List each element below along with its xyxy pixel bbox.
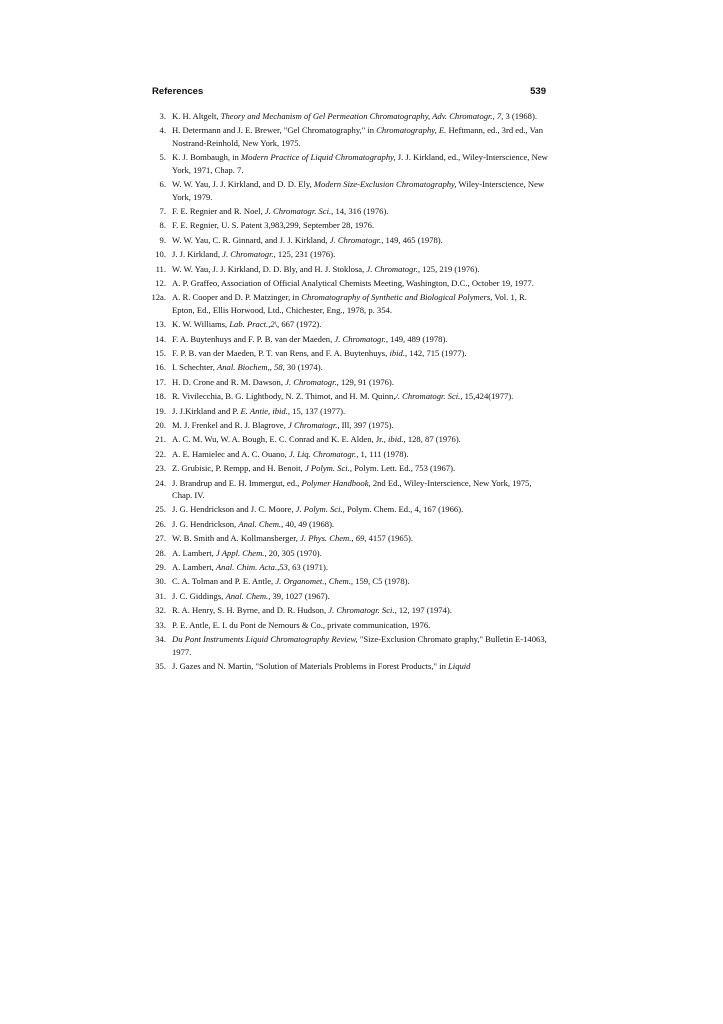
reference-text: Du Pont Instruments Liquid Chromatography Review, "Size-Exclusion Chromato graphy," Bulletin E-14063, 1977. — [172, 634, 547, 657]
reference-text: A. E. Hamielec and A. C. Ouano, J. Liq. Chromatogr., 1, 111 (1978). — [172, 448, 409, 459]
reference-number: 10. — [155, 249, 166, 260]
reference-item — [138, 178, 550, 203]
reference-item — [138, 151, 550, 176]
reference-number: 24. — [155, 477, 166, 488]
reference-number: 19. — [155, 405, 166, 416]
reference-item — [138, 390, 550, 403]
reference-number: 23. — [155, 463, 166, 474]
reference-item — [138, 547, 550, 560]
reference-text: W. W. Yau, J. J. Kirkland, and D. D. Ely, Modern Size-Exclusion Chromatography, Wiley-Interscience, New York, 1979. — [172, 179, 545, 202]
reference-number: 11. — [155, 263, 166, 274]
reference-item — [138, 590, 550, 603]
reference-number: 30. — [155, 576, 166, 587]
reference-text: M. J. Frenkel and R. J. Blagrove, J Chromatogr., Ill, 397 (1975). — [172, 420, 394, 431]
reference-text: A. Lambert, Anal. Chim. Acta.,53, 63 (1971). — [172, 562, 328, 573]
reference-number: 34. — [155, 634, 166, 644]
reference-item — [138, 575, 550, 588]
reference-number: 8. — [159, 220, 166, 231]
reference-text: A. R. Cooper and D. P. Matzinger, in Chromatography of Synthetic and Biological Polymers, Vol. 1, R. Epton, Ed., Ellis Horwood, Ltd., Chichester, Eng., 1978, p. 354. — [172, 292, 527, 315]
reference-text: K. H. Altgelt, Theory and Mechanism of Gel Permeation Chromatography, Adv. Chromatogr., 7, 3 (1968). — [172, 111, 537, 121]
reference-text: W. W. Yau, J. J. Kirkland, D. D. Bly, and H. J. Stoklosa, J. Chromatogr., 125, 219 (1976). — [172, 263, 480, 274]
reference-text: A. C. M. Wu, W. A. Bough, E. C. Conrad and K. E. Alden, Jr., ibid., 128, 87 (1976). — [172, 434, 461, 445]
reference-text: J. J.Kirkland and P. E. Antie, ibid., 15, 137 (1977). — [172, 405, 346, 416]
reference-text: F. E. Regnier and R. Noel, J. Chromatogr. Sci., 14, 316 (1976). — [172, 206, 389, 217]
reference-item — [138, 291, 550, 316]
reference-text: Z. Grubisic, P. Rempp, and H. Benoit, J Polym. Sci., Polym. Lett. Ed., 753 (1967). — [172, 463, 456, 474]
reference-item — [138, 462, 550, 475]
reference-number: 13. — [155, 319, 166, 330]
reference-item — [138, 503, 550, 516]
reference-number: 18. — [155, 391, 166, 402]
reference-item — [138, 518, 550, 531]
page-number: 539 — [530, 86, 546, 97]
reference-item — [138, 604, 550, 617]
reference-text: A. Lambert, J Appl. Chem., 20, 305 (1970). — [172, 547, 322, 558]
reference-item — [138, 433, 550, 446]
reference-number: 32. — [155, 605, 166, 616]
reference-number: 9. — [159, 234, 166, 245]
reference-list — [138, 110, 550, 674]
reference-number: 3. — [159, 111, 166, 121]
reference-number: 17. — [155, 376, 166, 387]
reference-item — [138, 419, 550, 432]
reference-number: 29. — [155, 562, 166, 573]
reference-text: J. Gazes and N. Martin, "Solution of Materials Problems in Forest Products," in Liquid — [172, 660, 471, 671]
reference-number: 31. — [155, 590, 166, 601]
reference-number: 14. — [155, 333, 166, 344]
reference-number: 15. — [155, 348, 166, 359]
reference-text: F. A. Buytenhuys and F. P. B. van der Maeden, J. Chromatogr., 149, 489 (1978). — [172, 333, 448, 344]
reference-item — [138, 361, 550, 374]
reference-item — [138, 219, 550, 232]
reference-number: 12. — [155, 278, 166, 289]
reference-number: 35. — [155, 660, 166, 671]
reference-number: 20. — [155, 420, 166, 431]
reference-item — [138, 318, 550, 331]
reference-text: I. Schechter, Anal. Biochem,, 58, 30 (1974). — [172, 362, 323, 373]
reference-item — [138, 448, 550, 461]
reference-item — [138, 660, 550, 673]
reference-text: F. P. B. van der Maeden, P. T. van Rens, and F. A. Buytenhuys, ibid., 142, 715 (1977). — [172, 348, 467, 359]
reference-text: H. D. Crone and R. M. Dawson, J. Chromatogr., 129, 91 (1976). — [172, 376, 394, 387]
reference-item — [138, 347, 550, 360]
section-title: References — [152, 86, 204, 97]
reference-item — [138, 263, 550, 276]
reference-item — [138, 110, 550, 123]
reference-text: A. P. Graffeo, Association of Official Analytical Chemists Meeting, Washington, D.C., October 19, 1977. — [172, 278, 534, 289]
reference-number: 26. — [155, 518, 166, 529]
reference-text: P. E. Antle, E. I. du Pont de Nemours & Co., private communication, 1976. — [172, 619, 431, 630]
reference-item — [138, 532, 550, 545]
reference-item — [138, 205, 550, 218]
reference-number: 6. — [159, 179, 166, 190]
reference-text: J. J. Kirkland, J. Chromatogr., 125, 231 (1976). — [172, 249, 336, 260]
reference-item — [138, 333, 550, 346]
reference-item — [138, 477, 550, 502]
reference-item — [138, 619, 550, 632]
reference-item — [138, 561, 550, 574]
reference-number: 5. — [159, 152, 166, 163]
reference-text: K. J. Bombaugh, in Modern Practice of Liquid Chromatography, J. J. Kirkland, ed., Wiley-Interscience, New York, 1971, Chap. 7. — [172, 152, 548, 175]
reference-item — [138, 234, 550, 247]
reference-item — [138, 124, 550, 149]
reference-text: K. W. Williams, Lab. Pract.,2\, 667 (1972). — [172, 319, 322, 330]
reference-item — [138, 277, 550, 290]
running-header — [152, 86, 546, 100]
reference-text: W. W. Yau, C. R. Ginnard, and J. J. Kirkland, J. Chromatogr., 149, 465 (1978). — [172, 234, 443, 245]
reference-number: 28. — [155, 547, 166, 558]
reference-text: J. G. Hendrickson, Anal. Chem., 40, 49 (1968). — [172, 518, 335, 529]
reference-number: 25. — [155, 504, 166, 515]
reference-text: J. Brandrup and E. H. Immergut, ed., Polymer Handbook, 2nd Ed., Wiley-Interscience, New York, 1975, Chap. IV. — [172, 477, 532, 501]
reference-number: 21. — [155, 434, 166, 445]
reference-text: J. C. Giddings, Anal. Chem., 39, 1027 (1967). — [172, 590, 330, 601]
reference-number: 12a. — [151, 292, 166, 303]
reference-text: R. A. Henry, S. H. Byrne, and D. R. Hudson, J. Chromatogr. Sci., 12, 197 (1974). — [172, 605, 452, 616]
reference-number: 4. — [159, 125, 166, 136]
reference-item — [138, 248, 550, 261]
reference-text: R. Vivilecchia, B. G. Lightbody, N. Z. Thimot, and H. M. Quinn,/. Chromatogr. Sci., 15,424(1977). — [172, 391, 514, 402]
reference-number: 27. — [155, 533, 166, 544]
reference-item — [138, 633, 550, 658]
reference-item — [138, 405, 550, 418]
reference-text: W. B. Smith and A. Kollmansberger, J. Phys. Chem., 69, 4157 (1965). — [172, 533, 413, 544]
reference-text: C. A. Tolman and P. E. Antle, J. Organomet., Chem., 159, C5 (1978). — [172, 576, 410, 587]
reference-number: 33. — [155, 619, 166, 630]
reference-text: F. E. Regnier, U. S. Patent 3,983,299, September 28, 1976. — [172, 220, 375, 231]
reference-item — [138, 376, 550, 389]
reference-number: 7. — [159, 206, 166, 217]
reference-text: H. Determann and J. E. Brewer, "Gel Chromatography," in Chromatography, E. Heftmann, ed., 3rd ed., Van Nostrand-Reinhold, New York, 1975. — [172, 125, 544, 148]
reference-number: 16. — [155, 362, 166, 373]
reference-text: J. G. Hendrickson and J. C. Moore, J. Polym. Sci., Polym. Chem. Ed., 4, 167 (1966). — [172, 504, 464, 515]
reference-number: 22. — [155, 448, 166, 459]
